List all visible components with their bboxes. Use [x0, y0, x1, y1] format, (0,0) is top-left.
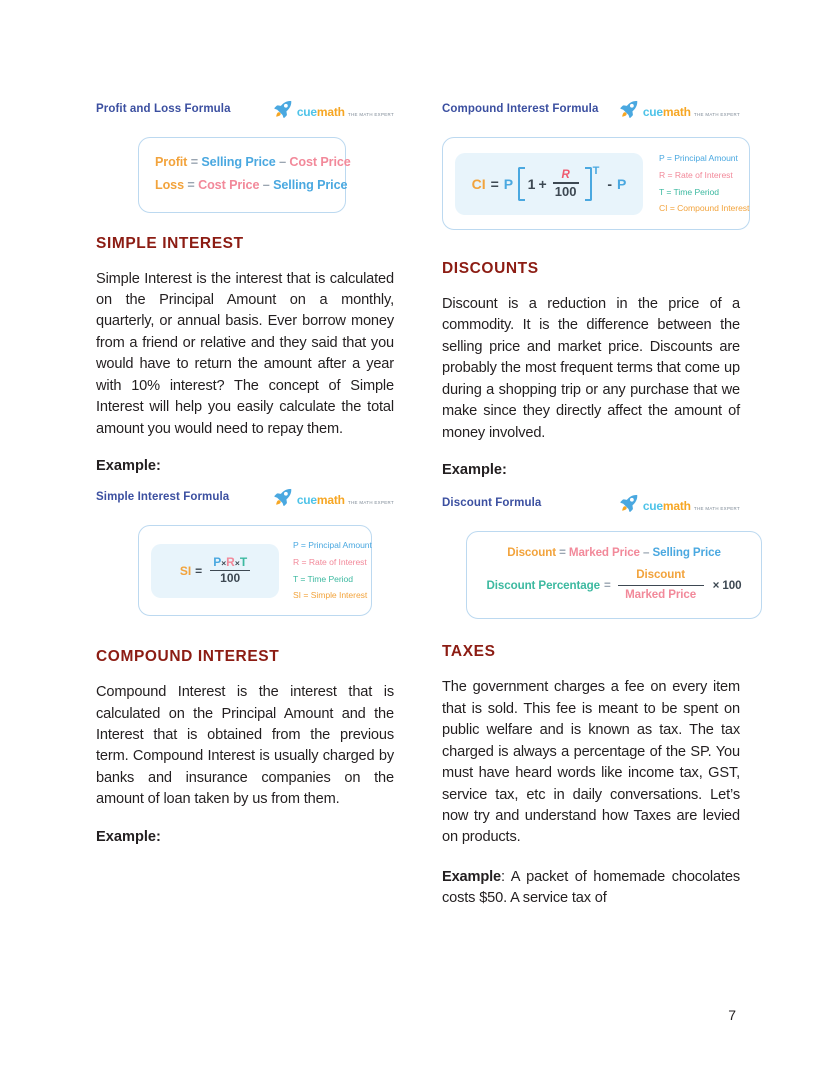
legend-symbol: P — [659, 153, 665, 163]
logo-cue-text: cue — [642, 104, 663, 119]
heading-simple-interest: SIMPLE INTEREST — [96, 234, 244, 252]
ci-lhs: CI — [471, 175, 486, 192]
si-numerator — [210, 556, 250, 570]
discount-formula-line — [481, 546, 747, 559]
si-equation — [151, 544, 279, 598]
legend-meaning: Time Period — [673, 186, 720, 197]
profit-operand-b: Cost Price — [289, 155, 351, 169]
logo-math-text: math — [316, 492, 345, 507]
cuemath-logo — [273, 100, 394, 123]
heading-taxes: TAXES — [442, 643, 496, 661]
legend-symbol: T — [293, 573, 299, 584]
profit-equals: = — [190, 155, 198, 169]
loss-operand-b: Selling Price — [273, 178, 348, 193]
legend-equals: = — [300, 573, 306, 584]
logo-math-text: math — [662, 104, 691, 119]
card-header — [96, 488, 394, 511]
legend-meaning: Rate of Interest — [308, 556, 367, 567]
logo-cue-text: cue — [642, 498, 663, 513]
discount-equals: = — [559, 546, 566, 560]
si-denominator: 100 — [220, 571, 241, 586]
loss-equals: = — [187, 178, 195, 193]
legend-meaning: Time Period — [307, 573, 354, 584]
right-column — [442, 100, 750, 910]
card-header — [442, 100, 740, 123]
ci-one: 1 — [527, 175, 536, 192]
two-column-layout — [96, 100, 750, 910]
logo-math-text: math — [316, 104, 345, 119]
profit-loss-formula-box — [138, 137, 351, 213]
legend-equals: = — [303, 590, 309, 601]
simple-interest-formula-card — [96, 488, 394, 616]
example-label-taxes: Example — [442, 868, 501, 885]
simple-interest-formula-box — [138, 525, 372, 616]
heading-compound-interest: COMPOUND INTEREST — [96, 648, 280, 666]
discount-percentage-term: Discount Percentage — [486, 578, 600, 592]
cuemath-logo — [619, 494, 740, 517]
compound-interest-formula-box — [442, 137, 750, 230]
card-title: Discount Formula — [442, 497, 542, 510]
legend-meaning: Rate of Interest — [674, 169, 733, 180]
heading-discounts: DISCOUNTS — [442, 260, 539, 277]
legend-meaning: Compound Interest — [677, 203, 750, 214]
legend-meaning: Principal Amount — [308, 540, 372, 551]
legend-item — [293, 537, 372, 554]
loss-operator: – — [262, 178, 270, 193]
cuemath-logo — [273, 488, 394, 511]
si-times-1: × — [221, 557, 227, 568]
right-bracket-icon — [585, 167, 592, 201]
card-title: Profit and Loss Formula — [96, 103, 231, 115]
legend-equals: = — [666, 186, 672, 197]
card-title: Simple Interest Formula — [96, 491, 230, 504]
legend-equals: = — [666, 153, 672, 163]
discount-percentage-line — [481, 568, 747, 602]
ci-denominator: 100 — [554, 183, 577, 199]
si-num-p: P — [213, 554, 222, 569]
rocket-icon — [619, 494, 639, 517]
logo-wordmark — [643, 104, 740, 120]
profit-loss-formula-card — [96, 100, 394, 213]
legend-meaning: Principal Amount — [674, 153, 738, 163]
rocket-icon — [273, 100, 293, 123]
loss-term: Loss — [155, 178, 184, 193]
cuemath-logo — [619, 100, 740, 123]
paragraph-simple-interest: Simple Interest is the interest that is calculated on the Principal Amount on a monthly, quarterly, or annual basis. Ever borrow money from a friend or relative and they said that you would have to return the amount after a year with 10% interest? The concept of Simple Interest will help you easily calculate the total amount you would need to repay them. — [96, 270, 394, 437]
rocket-icon — [273, 488, 293, 511]
discount-formula-box — [466, 531, 762, 619]
left-column — [96, 100, 394, 910]
dc-numerator: Discount — [636, 568, 686, 582]
dc-denominator: Marked Price — [625, 587, 697, 601]
paragraph-taxes: The government charges a fee on every item that is sold. This fee is meant to be spent on public welfare and is known as tax. The tax charged is always a percentage of the SP. You must have heard words like income tax, GST, service tax, etc in daily conversations. Let’s now try and understand how Taxes are levied on products. — [442, 679, 740, 846]
loss-formula-line — [155, 174, 348, 197]
legend-item — [659, 167, 749, 184]
discount-operand-b: Selling Price — [652, 546, 721, 560]
legend-item — [659, 150, 749, 167]
si-times-2: × — [234, 557, 240, 568]
paragraph-discounts: Discount is a reduction in the price of a commodity. It is the difference between the selling price and market price. Discounts are probably the most frequent terms that come up during a shopping trip or any purchase that we make since they directly affect the amount of money involved. — [442, 296, 740, 441]
logo-tagline: THE MATH EXPERT — [693, 111, 740, 117]
card-title: Compound Interest Formula — [442, 103, 599, 115]
ci-principal: P — [503, 175, 514, 192]
si-legend — [287, 537, 372, 604]
left-bracket-icon — [518, 167, 525, 201]
compound-interest-formula-card — [442, 100, 750, 230]
example-body-taxes: A packet of homemade chocolates costs $50. A service tax of — [442, 868, 740, 907]
legend-item — [293, 571, 372, 588]
profit-formula-line — [155, 151, 351, 174]
ci-equation — [455, 153, 643, 215]
discount-percentage-fraction — [618, 568, 704, 602]
ci-fraction — [553, 169, 579, 199]
si-fraction — [210, 556, 250, 586]
profit-operand-a: Selling Price — [201, 155, 276, 169]
dc-times-100: × 100 — [712, 578, 742, 592]
example-separator: : — [500, 868, 505, 885]
card-header — [442, 494, 740, 517]
page-number: 7 — [728, 1007, 736, 1023]
logo-math-text: math — [662, 498, 691, 513]
legend-symbol: SI — [293, 590, 302, 601]
logo-tagline: THE MATH EXPERT — [347, 499, 394, 505]
legend-symbol: P — [293, 540, 299, 551]
legend-item — [293, 587, 372, 604]
si-lhs: SI — [179, 563, 192, 578]
legend-equals: = — [669, 203, 675, 214]
ci-legend — [653, 150, 749, 217]
logo-wordmark — [297, 104, 394, 120]
legend-equals: = — [667, 169, 673, 180]
legend-symbol: T — [659, 186, 665, 197]
ci-plus: + — [538, 175, 547, 192]
discount-operand-a: Marked Price — [568, 546, 640, 560]
discount-formula-card — [442, 494, 740, 619]
legend-meaning: Simple Interest — [310, 590, 368, 601]
ci-exponent: T — [592, 164, 600, 177]
discount-percentage-equals: = — [603, 578, 611, 592]
ci-equals: = — [490, 175, 499, 192]
legend-item — [659, 200, 749, 217]
ci-bracket-group — [518, 164, 600, 201]
logo-wordmark — [297, 492, 394, 508]
logo-cue-text: cue — [296, 492, 317, 507]
si-num-t: T — [239, 554, 248, 569]
legend-item — [293, 554, 372, 571]
example-label-compound-interest: Example: — [96, 828, 161, 845]
legend-symbol: R — [293, 556, 300, 567]
legend-equals: = — [300, 540, 306, 551]
ci-trailing-p: P — [617, 175, 627, 192]
ci-minus: - — [607, 175, 613, 192]
logo-wordmark — [643, 498, 740, 514]
example-label-discounts: Example: — [442, 462, 507, 479]
legend-equals: = — [301, 556, 307, 567]
legend-symbol: R — [659, 169, 666, 180]
rocket-icon — [619, 100, 639, 123]
si-num-r: R — [226, 554, 235, 569]
discount-operator: – — [643, 546, 650, 560]
example-label-simple-interest: Example: — [96, 458, 161, 475]
loss-operand-a: Cost Price — [198, 178, 260, 193]
profit-term: Profit — [155, 155, 188, 169]
logo-tagline: THE MATH EXPERT — [347, 111, 394, 117]
legend-item — [659, 184, 749, 201]
paragraph-compound-interest: Compound Interest is the interest that is calculated on the Principal Amount and the Interest that is obtained from the previous term. Compound Interest is usually charged by banks and insurance companies on the amount of loan taken by us from them. — [96, 684, 394, 808]
ci-numerator: R — [561, 168, 570, 181]
legend-symbol: CI — [659, 203, 668, 214]
card-header — [96, 100, 394, 123]
paragraph-taxes-example — [442, 867, 740, 910]
discount-term: Discount — [507, 546, 556, 560]
ci-bracket-contents — [525, 167, 585, 201]
si-equals: = — [195, 563, 203, 578]
profit-operator: – — [279, 155, 286, 169]
logo-cue-text: cue — [296, 104, 317, 119]
logo-tagline: THE MATH EXPERT — [693, 505, 740, 511]
